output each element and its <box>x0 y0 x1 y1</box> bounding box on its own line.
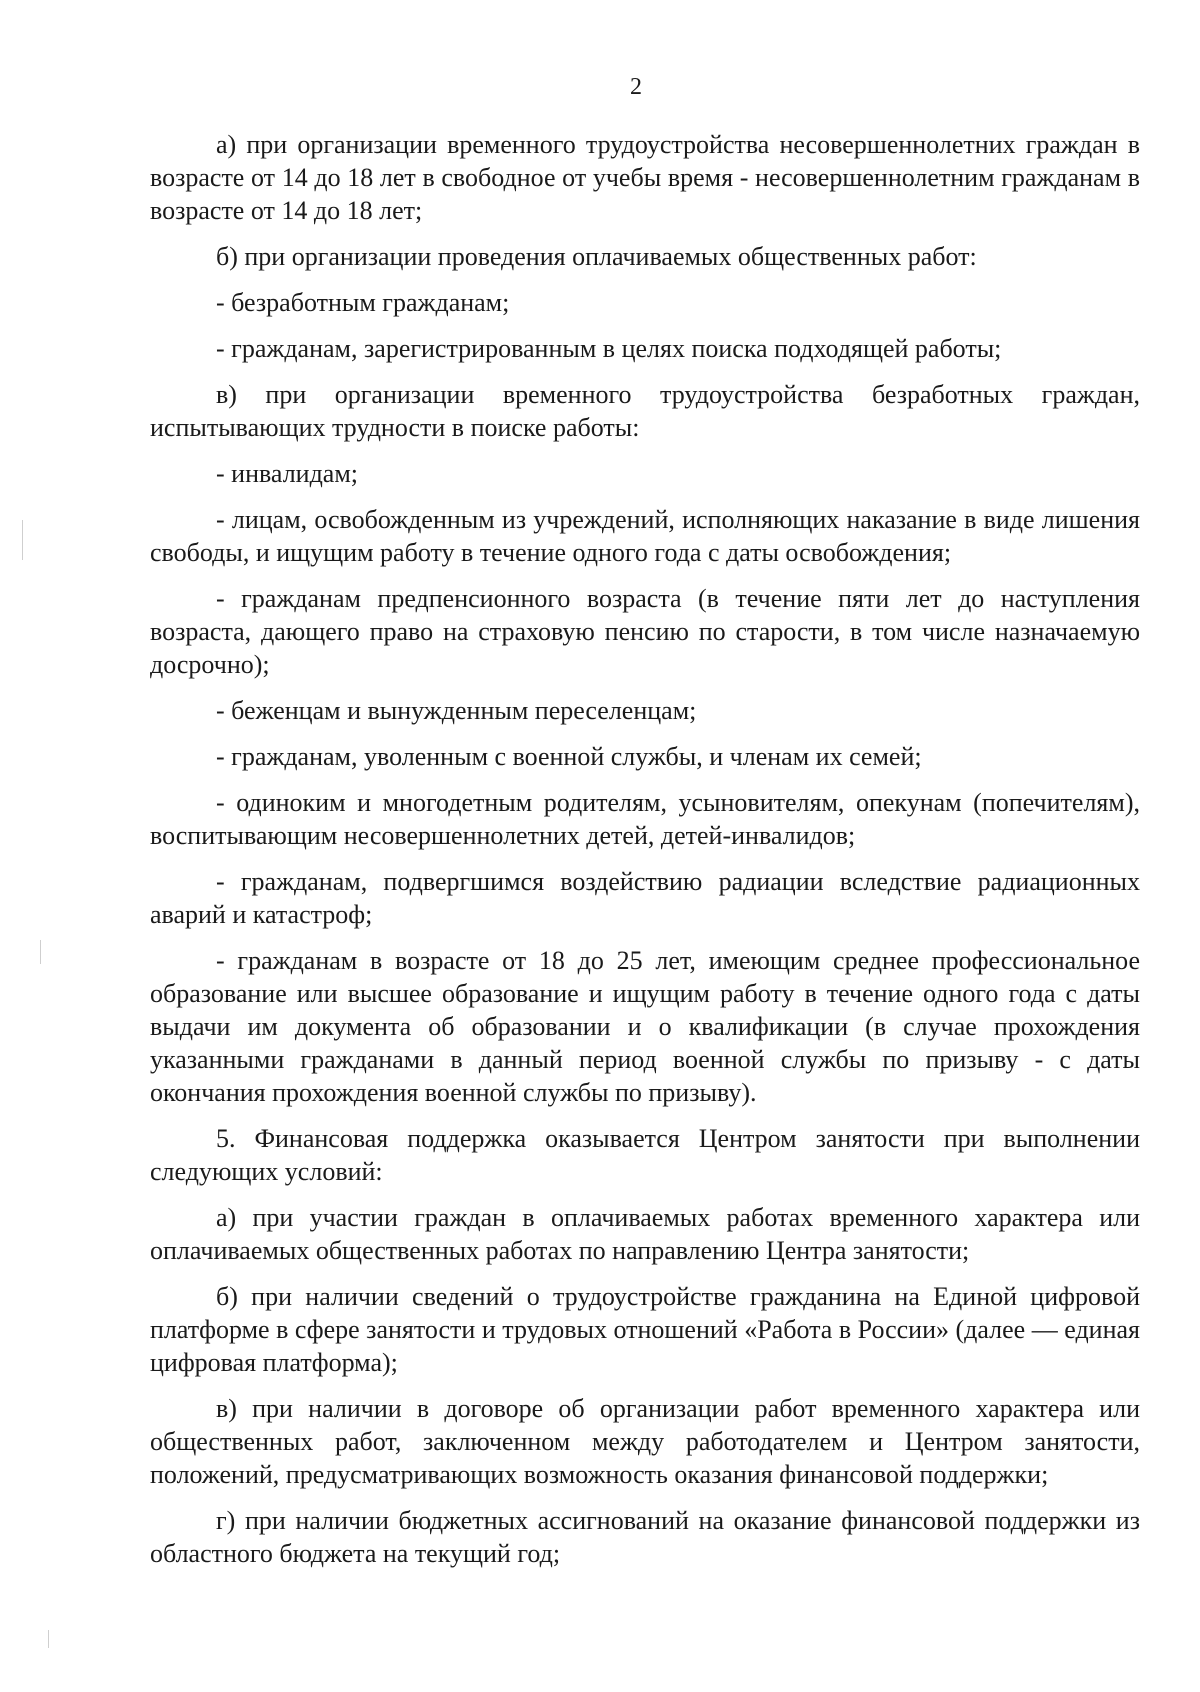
list-item-pre-retirement: - гражданам предпенсионного возраста (в течение пяти лет до наступления возраста, дающего право на страховую пенсию по старости, в том числе назначаемую досрочно); <box>150 584 1140 679</box>
list-item-single-parents: - одиноким и многодетным родителям, усыновителям, опекунам (попечителям), воспитывающим несовершеннолетних детей, детей-инвалидов; <box>150 788 1140 850</box>
list-item-unemployed: - безработным гражданам; <box>216 288 510 317</box>
paragraph-v-difficulties: в) при организации временного трудоустройства безработных граждан, испытывающих трудности в поиске работы: <box>150 380 1140 442</box>
scan-artifact <box>40 940 41 964</box>
list-item-registered: - гражданам, зарегистрированным в целях поиска подходящей работы; <box>216 334 1002 363</box>
list-item-disabled: - инвалидам; <box>216 459 359 488</box>
document-body <box>150 128 1140 1583</box>
paragraph-b-public-works: б) при организации проведения оплачиваемых общественных работ: <box>216 242 977 271</box>
list-item-radiation: - гражданам, подвергшимся воздействию радиации вследствие радиационных аварий и катастроф; <box>150 867 1140 929</box>
list-item-graduates: - гражданам в возрасте от 18 до 25 лет, имеющим среднее профессиональное образование или высшее образование и ищущим работу в течение одного года с даты выдачи им документа об образовании и о квалификации (в случае прохождения указанными гражданами в данный период военной службы по призыву - с даты окончания прохождения военной службы по призыву). <box>150 946 1140 1107</box>
condition-b-digital-platform: б) при наличии сведений о трудоустройстве гражданина на Единой цифровой платформе в сфере занятости и трудовых отношений «Работа в России» (далее — единая цифровая платформа); <box>150 1282 1140 1377</box>
list-item-released-prisoners: - лицам, освобожденным из учреждений, исполняющих наказание в виде лишения свободы, и ищущим работу в течение одного года с даты освобождения; <box>150 505 1140 567</box>
list-item-military-discharged: - гражданам, уволенным с военной службы, и членам их семей; <box>216 742 922 771</box>
scan-artifact <box>22 520 23 560</box>
condition-a-participation: а) при участии граждан в оплачиваемых работах временного характера или оплачиваемых общественных работах по направлению Центра занятости; <box>150 1203 1140 1265</box>
page-number: 2 <box>630 74 642 100</box>
scan-artifact <box>48 1630 49 1648</box>
paragraph-5-conditions: 5. Финансовая поддержка оказывается Центром занятости при выполнении следующих условий: <box>150 1124 1140 1186</box>
paragraph-a-minors: а) при организации временного трудоустройства несовершеннолетних граждан в возрасте от 14 до 18 лет в свободное от учебы время - несовершеннолетним гражданам в возрасте от 14 до 18 лет; <box>150 130 1140 225</box>
list-item-refugees: - беженцам и вынужденным переселенцам; <box>216 696 697 725</box>
condition-g-budget: г) при наличии бюджетных ассигнований на оказание финансовой поддержки из областного бюджета на текущий год; <box>150 1506 1140 1568</box>
condition-v-contract: в) при наличии в договоре об организации работ временного характера или общественных работ, заключенном между работодателем и Центром занятости, положений, предусматривающих возможность оказания финансовой поддержки; <box>150 1394 1140 1489</box>
